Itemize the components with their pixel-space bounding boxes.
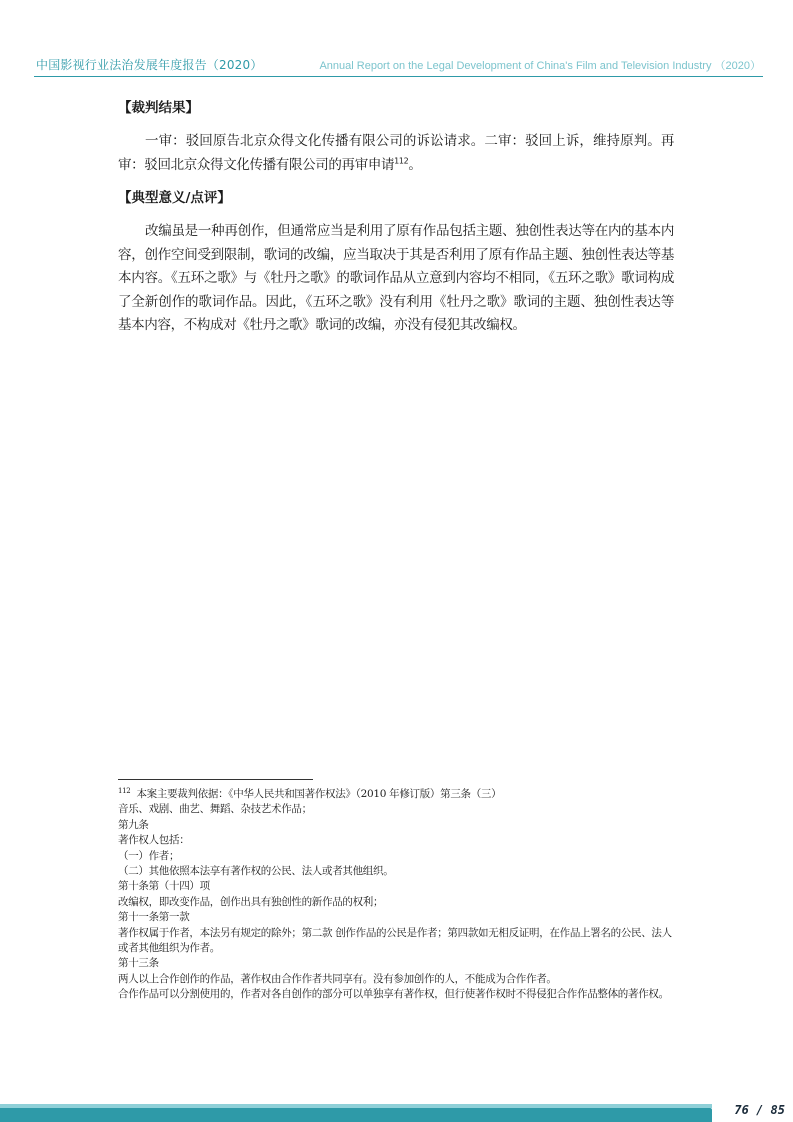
footnote-number: 112	[118, 786, 131, 795]
footnote-reference[interactable]: 112	[394, 156, 409, 165]
judgment-period: 。	[408, 156, 422, 173]
footnote-line: 合作作品可以分割使用的，作者对各自创作的部分可以单独享有著作权，但行使著作权时不得侵犯合作作品整体的著作权。	[118, 988, 669, 1001]
judgment-heading: 【裁判结果】	[118, 100, 199, 116]
page-number: 76 / 85	[734, 1103, 785, 1117]
header-title-en: Annual Report on the Legal Development of China's Film and Television Industry （2020）	[319, 60, 761, 72]
footnote-line: （一）作者；	[118, 849, 180, 862]
footnote-line: 第十条第（十四）项	[118, 880, 210, 893]
judgment-text: 一审：驳回原告北京众得文化传播有限公司的诉讼请求。二审：驳回上诉，维持原判。再审：驳回北京众得文化传播有限公司的再审申请	[118, 133, 674, 173]
footnotes	[118, 787, 678, 1003]
page-header	[34, 56, 763, 77]
footnote-line: 第九条	[118, 818, 149, 831]
footnote-divider	[118, 779, 313, 780]
footnote-line: 音乐、戏剧、曲艺、舞蹈、杂技艺术作品；	[118, 803, 312, 816]
footnote-line: 著作权人包括：	[118, 834, 190, 847]
footer-bar	[0, 1108, 712, 1122]
significance-paragraph: 改编虽是一种再创作，但通常应当是利用了原有作品包括主题、独创性表达等在内的基本内容，创作空间受到限制，歌词的改编，应当取决于其是否利用了原有作品主题、独创性表达等基本内容。《五环之歌》与《牡丹之歌》的歌词作品从立意到内容均不相同，《五环之歌》歌词构成了全新创作的歌词作品。因此，《五环之歌》没有利用《牡丹之歌》歌词的主题、独创性表达等基本内容，不构成对《牡丹之歌》歌词的改编，亦没有侵犯其改编权。	[118, 223, 674, 333]
footnote-line: 两人以上合作创作的作品，著作权由合作作者共同享有。没有参加创作的人，不能成为合作作者。	[118, 972, 557, 985]
footnote-line: 第十三条	[118, 957, 159, 970]
footnote-text: 本案主要裁判依据：《中华人民共和国著作权法》（2010 年修订版）第三条（三）	[136, 788, 502, 800]
footnote-line: （二）其他依照本法享有著作权的公民、法人或者其他组织。	[118, 865, 394, 878]
footnote-line: 著作权属于作者，本法另有规定的除外；第二款 创作作品的公民是作者；第四款如无相反证明，在作品上署名的公民、法人或者其他组织为作者。	[118, 926, 672, 955]
footnote-line: 改编权，即改变作品，创作出具有独创性的新作品的权利；	[118, 895, 384, 908]
footnote-line	[118, 787, 678, 802]
header-title-cn: 中国影视行业法治发展年度报告（2020）	[36, 58, 263, 72]
significance-heading: 【典型意义/点评】	[118, 190, 231, 206]
judgment-paragraph	[118, 130, 674, 177]
main-content	[118, 97, 674, 338]
footnote-line: 第十一条第一款	[118, 911, 190, 924]
